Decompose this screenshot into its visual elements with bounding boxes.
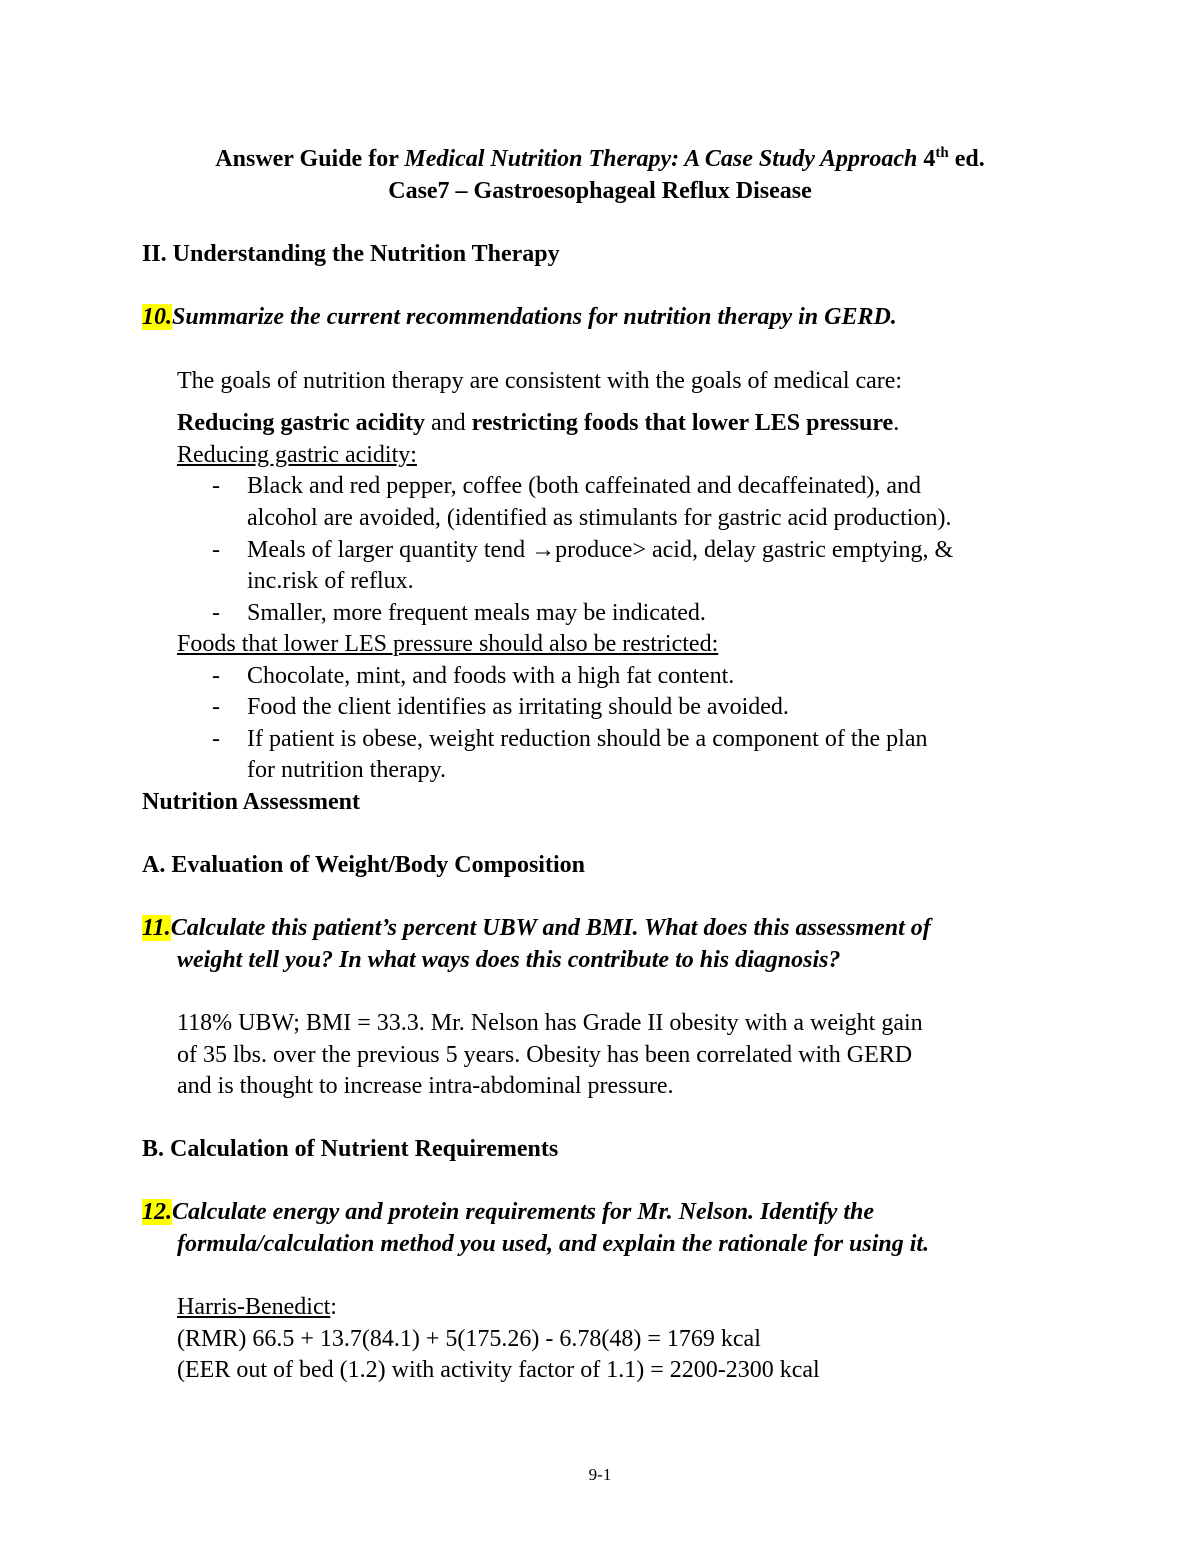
q11-answer-line: of 35 lbs. over the previous 5 years. Obesity has been correlated with GERD bbox=[177, 1042, 913, 1068]
question-12: 12.Calculate energy and protein requirements for Mr. Nelson. Identify the bbox=[142, 1199, 875, 1225]
bullet-dash: - bbox=[212, 537, 220, 563]
q11-answer-line: 118% UBW; BMI = 33.3. Mr. Nelson has Grade II obesity with a weight gain bbox=[177, 1010, 923, 1036]
question-11-continued: weight tell you? In what ways does this contribute to his diagnosis? bbox=[177, 947, 841, 973]
question-11: 11.Calculate this patient’s percent UBW and BMI. What does this assessment of bbox=[142, 915, 931, 941]
list-item: Food the client identifies as irritating should be avoided. bbox=[247, 694, 789, 720]
book-title: Medical Nutrition Therapy: A Case Study Approach bbox=[404, 146, 918, 172]
question-12-continued: formula/calculation method you used, and explain the rationale for using it. bbox=[177, 1231, 930, 1257]
q11-answer-line: and is thought to increase intra-abdominal pressure. bbox=[177, 1073, 674, 1099]
list-item-continued: inc.risk of reflux. bbox=[247, 568, 414, 594]
list-item: Chocolate, mint, and foods with a high fat content. bbox=[247, 663, 735, 689]
bullet-dash: - bbox=[212, 726, 220, 752]
list-item: Black and red pepper, coffee (both caffeinated and decaffeinated), and bbox=[247, 473, 922, 499]
bullet-dash: - bbox=[212, 694, 220, 720]
document-subtitle: Case7 – Gastroesophageal Reflux Disease bbox=[388, 178, 812, 204]
list-item: Meals of larger quantity tend →produce> acid, delay gastric emptying, & bbox=[247, 537, 954, 563]
q10-intro: The goals of nutrition therapy are consistent with the goals of medical care: bbox=[177, 368, 903, 394]
calc-line: (EER out of bed (1.2) with activity factor of 1.1) = 2200-2300 kcal bbox=[177, 1357, 820, 1383]
question-10: 10.Summarize the current recommendations for nutrition therapy in GERD. bbox=[142, 304, 897, 330]
page-number: 9-1 bbox=[588, 1465, 612, 1484]
list-item-continued: for nutrition therapy. bbox=[247, 757, 447, 783]
question-number-highlight: 10. bbox=[142, 304, 172, 330]
bullet-dash: - bbox=[212, 473, 220, 499]
question-number-highlight: 11. bbox=[142, 915, 171, 941]
list-item-continued: alcohol are avoided, (identified as stimulants for gastric acid production). bbox=[247, 505, 952, 531]
list-item: If patient is obese, weight reduction should be a component of the plan bbox=[247, 726, 928, 752]
q10-goals: Reducing gastric acidity and restricting foods that lower LES pressure. bbox=[177, 410, 900, 436]
subheading-les-pressure: Foods that lower LES pressure should also be restricted: bbox=[177, 631, 719, 657]
subheading-reducing-acidity: Reducing gastric acidity: bbox=[177, 442, 417, 468]
method-label: Harris-Benedict: bbox=[177, 1294, 337, 1320]
document-title: Answer Guide for Medical Nutrition Therapy: A Case Study Approach 4th ed. bbox=[215, 145, 985, 172]
calc-line: (RMR) 66.5 + 13.7(84.1) + 5(175.26) - 6.78(48) = 1769 kcal bbox=[177, 1326, 761, 1352]
nutrition-assessment-heading: Nutrition Assessment bbox=[142, 789, 361, 815]
bullet-dash: - bbox=[212, 600, 220, 626]
list-item: Smaller, more frequent meals may be indicated. bbox=[247, 600, 706, 626]
section-a-heading: A. Evaluation of Weight/Body Composition bbox=[142, 852, 585, 878]
question-number-highlight: 12. bbox=[142, 1199, 172, 1225]
section-b-heading: B. Calculation of Nutrient Requirements bbox=[142, 1136, 559, 1162]
section-ii-heading: II. Understanding the Nutrition Therapy bbox=[142, 241, 560, 267]
bullet-dash: - bbox=[212, 663, 220, 689]
